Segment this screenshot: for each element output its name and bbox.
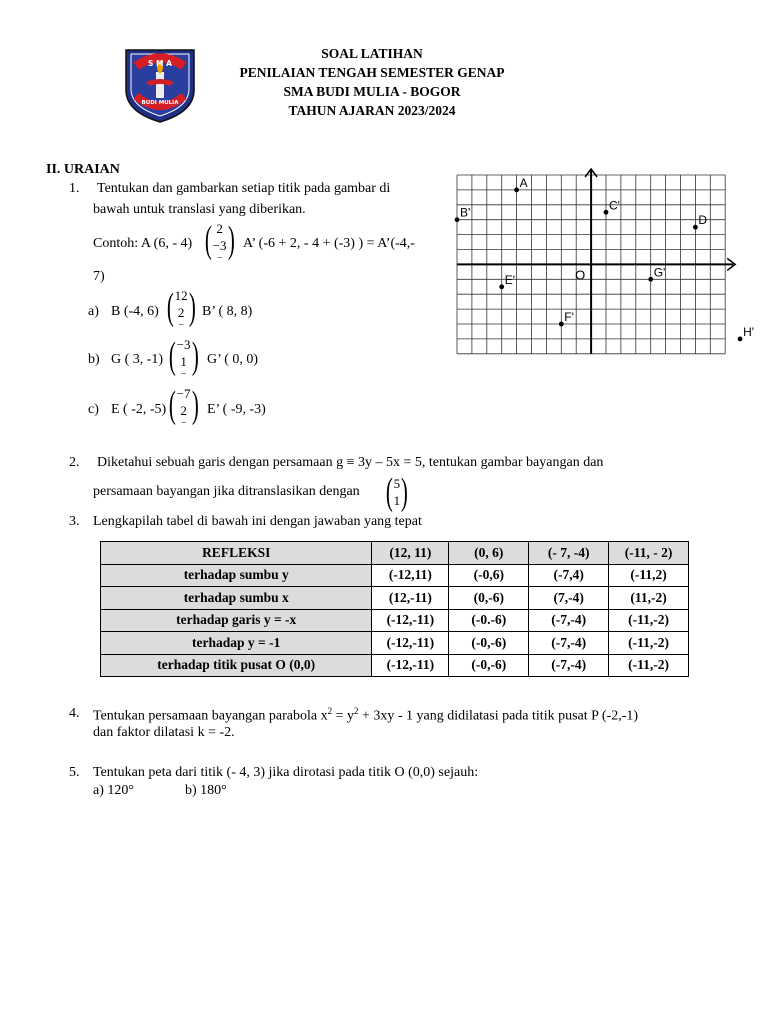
point-label-h: H' bbox=[743, 324, 755, 339]
table-cell: (-12,-11) bbox=[372, 654, 449, 677]
point-label-a: A bbox=[519, 175, 528, 190]
q3-text: Lengkapilah tabel di bawah ini dengan jawaban yang tepat bbox=[93, 514, 422, 529]
point-a bbox=[514, 188, 519, 193]
section-title: II. URAIAN bbox=[46, 162, 120, 177]
q1-example-vector: ( 2 −3 – ) bbox=[204, 219, 235, 262]
table-cell: terhadap y = -1 bbox=[101, 632, 372, 655]
q3-number: 3. bbox=[69, 514, 80, 529]
point-label-f: F' bbox=[564, 310, 574, 324]
point-b bbox=[455, 217, 460, 222]
vector-bottom: −3 bbox=[212, 238, 227, 253]
table-cell: (-7,-4) bbox=[529, 654, 609, 677]
point-g bbox=[648, 277, 653, 282]
table-cell: (-0,-6) bbox=[449, 632, 529, 655]
point-f bbox=[559, 322, 564, 327]
q1-text-line2: bawah untuk translasi yang diberikan. bbox=[93, 202, 306, 217]
point-label-e: E' bbox=[504, 272, 515, 287]
q1b-result: G’ ( 0, 0) bbox=[207, 352, 259, 367]
logo-bottom-text: BUDI MULIA bbox=[141, 100, 179, 106]
q1a-label: a) bbox=[88, 304, 99, 319]
q2-number: 2. bbox=[69, 455, 80, 470]
q1-number: 1. bbox=[69, 181, 80, 196]
q1c-vector: ( −7 2 – ) bbox=[168, 384, 199, 427]
table-header: (-11, - 2) bbox=[609, 542, 689, 565]
table-header: (12, 11) bbox=[372, 542, 449, 565]
q1a-result: B’ ( 8, 8) bbox=[202, 304, 253, 319]
q1-text-line1: Tentukan dan gambarkan setiap titik pada gambar di bbox=[97, 181, 391, 196]
point-label-g: G' bbox=[653, 265, 666, 280]
table-header: (0, 6) bbox=[449, 542, 529, 565]
vector-top: 2 bbox=[216, 221, 223, 236]
header-line-3: SMA BUDI MULIA - BOGOR bbox=[283, 84, 461, 99]
vector-bottom: 2 bbox=[177, 305, 185, 320]
table-cell: (0,-6) bbox=[449, 587, 529, 610]
table-header-row bbox=[101, 542, 689, 565]
point-h bbox=[738, 337, 743, 342]
header-line-2: PENILAIAN TENGAH SEMESTER GENAP bbox=[239, 65, 505, 80]
table-cell: terhadap titik pusat O (0,0) bbox=[101, 654, 372, 677]
table-cell: terhadap garis y = -x bbox=[101, 609, 372, 632]
q4-number: 4. bbox=[69, 706, 80, 721]
table-cell: (-12,11) bbox=[372, 564, 449, 587]
header-line-4: TAHUN AJARAN 2023/2024 bbox=[288, 103, 456, 118]
document-header bbox=[200, 44, 544, 120]
table-cell: (-7,-4) bbox=[529, 632, 609, 655]
point-d bbox=[693, 225, 698, 230]
table-cell: (-11,2) bbox=[609, 564, 689, 587]
q1a-vector: ( 12 2 – ) bbox=[166, 286, 196, 329]
vector-bottom: 2 bbox=[180, 403, 187, 418]
table-header: REFLEKSI bbox=[101, 542, 372, 565]
q2-text-line2: persamaan bayangan jika ditranslasikan dengan bbox=[93, 484, 360, 499]
vector-top: −3 bbox=[176, 337, 191, 352]
q1b-point: G ( 3, -1) bbox=[111, 352, 164, 367]
table-row bbox=[101, 609, 689, 632]
vector-top: −7 bbox=[176, 386, 191, 401]
table-cell: (-0,6) bbox=[449, 564, 529, 587]
point-e bbox=[499, 284, 504, 289]
q1c-result: E’ ( -9, -3) bbox=[207, 402, 266, 417]
vector-top: 5 bbox=[393, 476, 401, 491]
q4-text-c: + 3xy - 1 yang didilatasi pada titik pusat P (-2,-1) bbox=[358, 708, 639, 724]
axes bbox=[457, 169, 735, 354]
table-cell: (-7,-4) bbox=[529, 609, 609, 632]
q1b-vector: ( −3 1 – ) bbox=[168, 335, 199, 378]
table-cell: (7,-4) bbox=[529, 587, 609, 610]
table-row bbox=[101, 632, 689, 655]
origin-label: O bbox=[575, 267, 586, 283]
q5-text: Tentukan peta dari titik (- 4, 3) jika dirotasi pada titik O (0,0) sejauh: bbox=[93, 765, 479, 780]
table-cell: (-0,-6) bbox=[449, 654, 529, 677]
q1a-point: B (-4, 6) bbox=[111, 304, 159, 319]
q4-text-line1 bbox=[93, 706, 638, 725]
logo-top-text: S M A bbox=[148, 59, 172, 68]
point-label-c: C' bbox=[609, 198, 620, 213]
table-cell: terhadap sumbu y bbox=[101, 564, 372, 587]
vector-bottom: 1 bbox=[393, 493, 401, 508]
table-cell: (-0.-6) bbox=[449, 609, 529, 632]
point-label-d: D bbox=[698, 213, 708, 228]
table-cell: (-12,-11) bbox=[372, 632, 449, 655]
grid-points bbox=[455, 176, 754, 341]
table-cell: (11,-2) bbox=[609, 587, 689, 610]
q1c-point: E ( -2, -5) bbox=[111, 402, 167, 417]
table-cell: (-11,-2) bbox=[609, 609, 689, 632]
q4-sup-1: 2 bbox=[327, 706, 333, 716]
school-logo bbox=[122, 46, 198, 124]
q4-text-b: = y bbox=[332, 708, 354, 724]
table-row bbox=[101, 564, 689, 587]
q1c-label: c) bbox=[88, 402, 99, 417]
table-row bbox=[101, 654, 689, 677]
table-cell: (-11,-2) bbox=[609, 654, 689, 677]
reflection-table bbox=[100, 541, 689, 677]
vector-top: 12 bbox=[174, 288, 188, 303]
q4-text-a: Tentukan persamaan bayangan parabola x bbox=[93, 708, 328, 724]
point-label-b: B' bbox=[460, 205, 471, 220]
table-cell: (-7,4) bbox=[529, 564, 609, 587]
q1-example-post: A’ (-6 + 2, - 4 + (-3) ) = A’(-4,- bbox=[243, 236, 415, 251]
q1b-label: b) bbox=[88, 352, 100, 367]
table-cell: (-11,-2) bbox=[609, 632, 689, 655]
q5-option-a: a) 120° bbox=[93, 783, 134, 798]
q2-text-line1: Diketahui sebuah garis dengan persamaan g ≡ 3y – 5x = 5, tentukan gambar bayangan dan bbox=[97, 455, 604, 470]
q5-option-b: b) 180° bbox=[185, 783, 227, 798]
q1-example-cont: 7) bbox=[93, 269, 105, 284]
table-cell: (12,-11) bbox=[372, 587, 449, 610]
q4-text-line2: dan faktor dilatasi k = -2. bbox=[93, 725, 235, 740]
q1-example-pre: Contoh: A (6, - 4) bbox=[93, 236, 193, 251]
vector-bottom: 1 bbox=[180, 354, 187, 369]
table-cell: (-12,-11) bbox=[372, 609, 449, 632]
table-cell: terhadap sumbu x bbox=[101, 587, 372, 610]
header-line-1: SOAL LATIHAN bbox=[321, 46, 423, 61]
point-c bbox=[604, 210, 609, 215]
table-row bbox=[101, 587, 689, 610]
q2-vector: ( 5 1 ) bbox=[385, 471, 408, 513]
table-header: (- 7, -4) bbox=[529, 542, 609, 565]
q5-number: 5. bbox=[69, 765, 80, 780]
coordinate-grid bbox=[450, 168, 755, 358]
q4-sup-2: 2 bbox=[354, 706, 359, 716]
